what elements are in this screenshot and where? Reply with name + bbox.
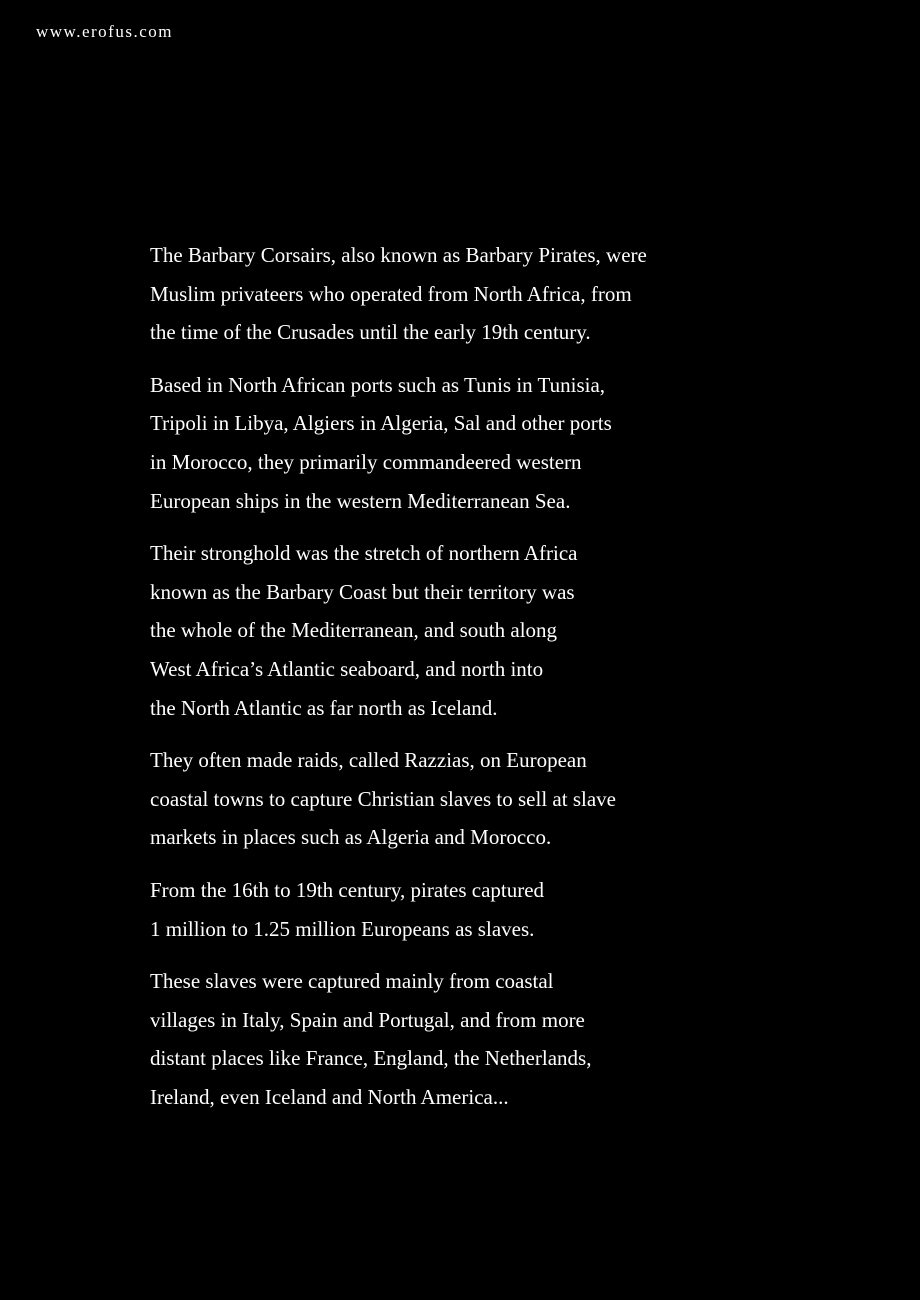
paragraph-slave-origins — [150, 962, 770, 1116]
text-line: distant places like France, England, the Netherlands, — [150, 1046, 592, 1071]
paragraph-raids — [150, 741, 770, 857]
paragraph-territory — [150, 534, 770, 727]
text-line: From the 16th to 19th century, pirates captured — [150, 877, 545, 902]
paragraph-corsairs-intro — [150, 236, 770, 352]
text-line: Muslim privateers who operated from North Africa, from — [150, 281, 632, 306]
text-line: coastal towns to capture Christian slaves to sell at slave — [150, 786, 616, 811]
text-line: They often made raids, called Razzias, on European — [150, 748, 587, 773]
text-line: European ships in the western Mediterranean Sea. — [150, 488, 571, 513]
text-line: the time of the Crusades until the early 19th century. — [150, 320, 591, 345]
text-line: the North Atlantic as far north as Iceland. — [150, 695, 498, 720]
text-line: Ireland, even Iceland and North America... — [150, 1084, 509, 1109]
text-line: West Africa’s Atlantic seaboard, and north into — [150, 656, 544, 681]
site-watermark: www.erofus.com — [36, 22, 173, 41]
paragraph-ports — [150, 366, 770, 520]
narrative-text-block — [150, 236, 770, 1130]
text-line: The Barbary Corsairs, also known as Barbary Pirates, were — [150, 243, 647, 267]
text-line: the whole of the Mediterranean, and south along — [150, 618, 558, 643]
text-line: 1 million to 1.25 million Europeans as slaves. — [150, 916, 535, 941]
text-line: Tripoli in Libya, Algiers in Algeria, Sal and other ports — [150, 411, 612, 436]
text-line: markets in places such as Algeria and Morocco. — [150, 825, 552, 850]
text-line: Based in North African ports such as Tunis in Tunisia, — [150, 372, 606, 397]
paragraph-captives-count — [150, 871, 770, 948]
text-line: These slaves were captured mainly from coastal — [150, 969, 554, 994]
text-line: villages in Italy, Spain and Portugal, and from more — [150, 1007, 585, 1032]
text-line: in Morocco, they primarily commandeered western — [150, 449, 582, 474]
text-line: Their stronghold was the stretch of northern Africa — [150, 541, 578, 566]
text-line: known as the Barbary Coast but their territory was — [150, 579, 575, 604]
